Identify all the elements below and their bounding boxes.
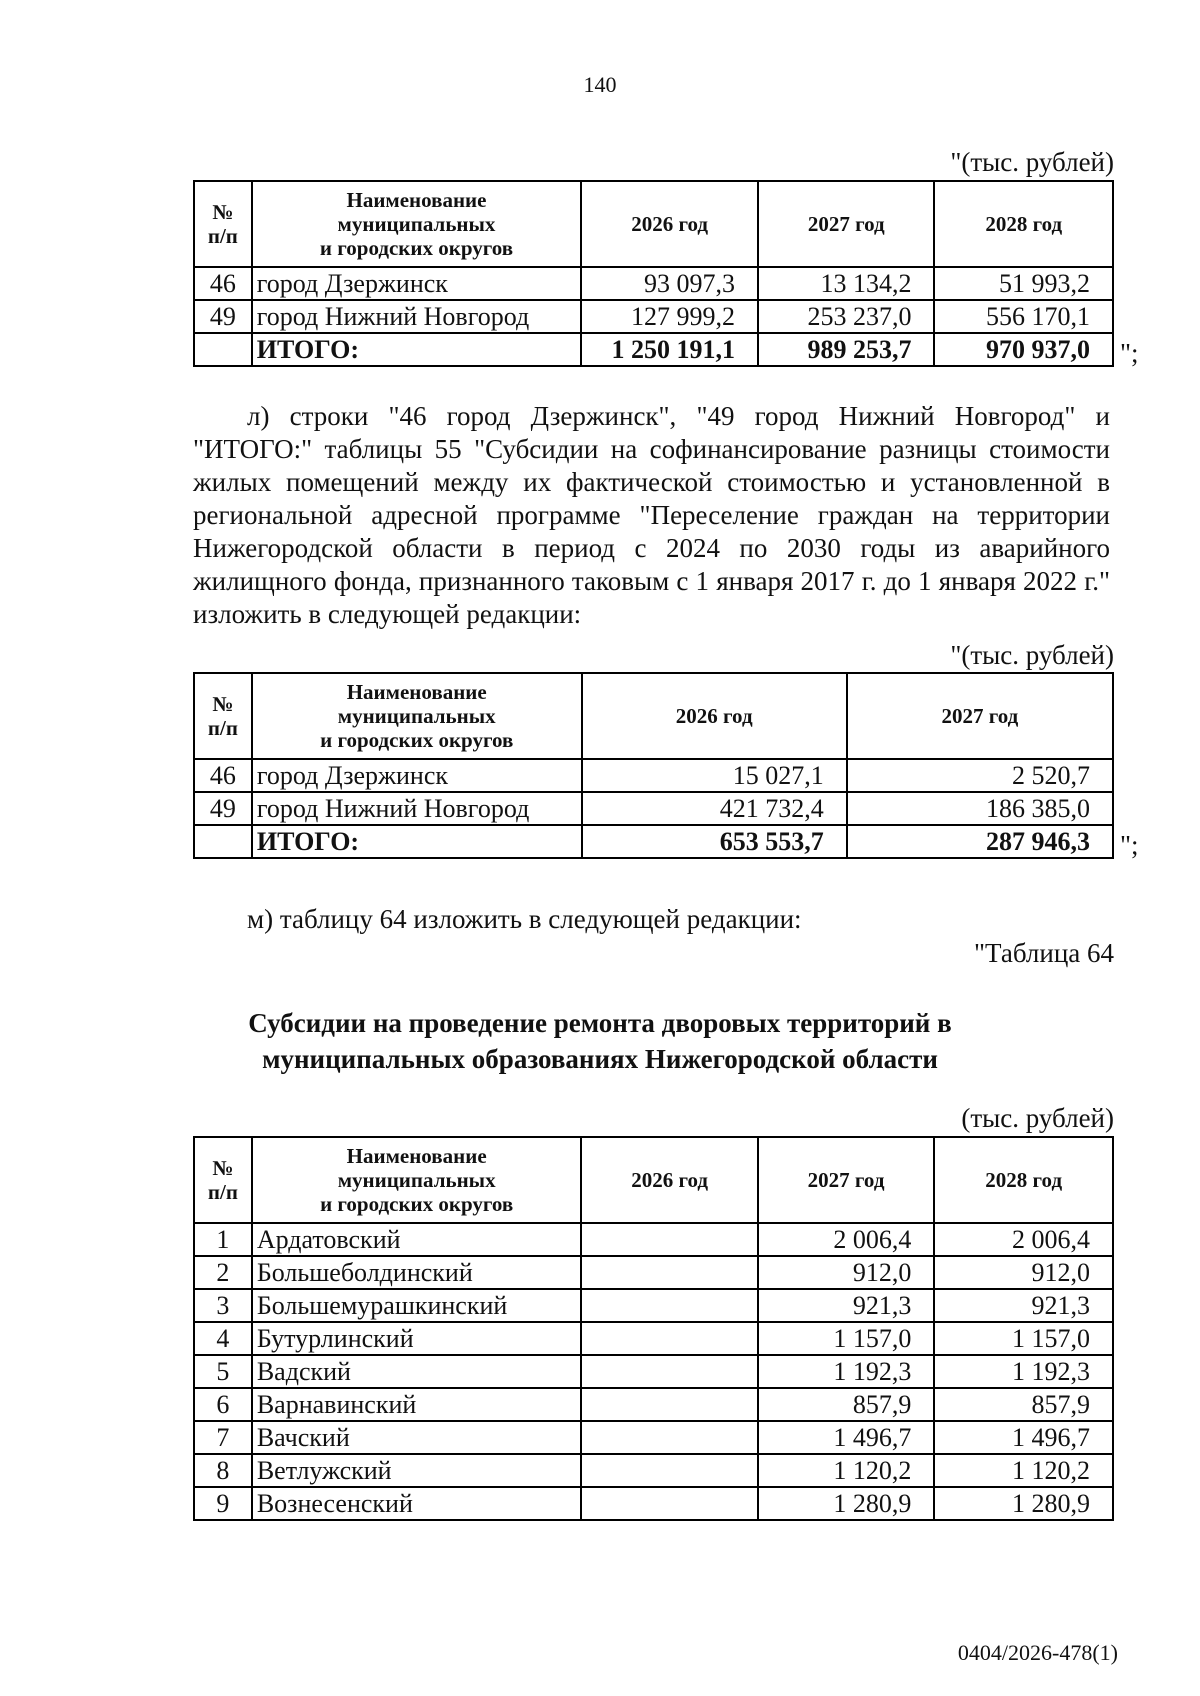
total-label: ИТОГО: [252,333,581,366]
row-2028: 857,9 [934,1388,1113,1421]
row-2028: 1 496,7 [934,1421,1113,1454]
row-2028: 2 006,4 [934,1223,1113,1256]
row-num: 4 [194,1322,252,1355]
total-2027: 989 253,7 [758,333,935,366]
row-2026 [581,1355,757,1388]
table-title [0,1005,1200,1077]
row-2028: 921,3 [934,1289,1113,1322]
header-2028: 2028 год [934,181,1113,267]
total-row [194,333,1113,366]
total-2026: 1 250 191,1 [581,333,758,366]
row-2028: 1 192,3 [934,1355,1113,1388]
row-num: 2 [194,1256,252,1289]
table-b-header [194,673,1113,759]
total-2028: 970 937,0 [934,333,1113,366]
row-2027: 912,0 [758,1256,935,1289]
table-a [193,180,1114,367]
row-name: город Дзержинск [252,267,581,300]
row-num: 46 [194,759,252,792]
header-2028: 2028 год [934,1137,1113,1223]
table-row [194,1322,1113,1355]
row-num: 9 [194,1487,252,1520]
row-2026 [581,1388,757,1421]
row-2026 [581,1454,757,1487]
total-2026: 653 553,7 [582,825,847,858]
document-code: 0404/2026-478(1) [957,1640,1118,1665]
row-num: 3 [194,1289,252,1322]
row-2027: 1 496,7 [758,1421,935,1454]
header-num: № п/п [194,673,252,759]
header-name: Наименование муниципальных и городских округов [252,1137,582,1223]
header-num: № п/п [194,1137,252,1223]
row-2026: 127 999,2 [581,300,758,333]
row-name: Ветлужский [252,1454,582,1487]
table-row [194,1289,1113,1322]
row-num: 46 [194,267,252,300]
table-row [194,1223,1113,1256]
row-2026 [581,1322,757,1355]
row-name: Большеболдинский [252,1256,582,1289]
row-2028: 912,0 [934,1256,1113,1289]
row-2027: 253 237,0 [758,300,935,333]
table-caption: "Таблица 64 [974,938,1114,968]
row-num: 6 [194,1388,252,1421]
row-name: Вачский [252,1421,582,1454]
table-b [193,672,1114,859]
table-row [194,1487,1113,1520]
row-2028: 556 170,1 [934,300,1113,333]
row-2026 [581,1289,757,1322]
row-name: город Дзержинск [252,759,582,792]
total-row [194,825,1113,858]
header-2027: 2027 год [758,181,935,267]
row-name: Ардатовский [252,1223,582,1256]
title-line-1: Субсидии на проведение ремонта дворовых территорий в [248,1008,952,1038]
row-num: 49 [194,300,252,333]
row-2026 [581,1223,757,1256]
row-num: 7 [194,1421,252,1454]
table-c-header [194,1137,1113,1223]
row-2028: 1 157,0 [934,1322,1113,1355]
row-name: Большемурашкинский [252,1289,582,1322]
row-2027: 186 385,0 [847,792,1113,825]
line-m: м) таблицу 64 изложить в следующей редакции: [247,904,802,934]
total-empty [194,333,252,366]
table-row [194,1388,1113,1421]
header-2026: 2026 год [581,1137,757,1223]
row-2027: 1 157,0 [758,1322,935,1355]
row-2026 [581,1421,757,1454]
row-2027: 2 520,7 [847,759,1113,792]
table-row [194,1454,1113,1487]
header-name: Наименование муниципальных и городских округов [252,673,582,759]
table-row [194,1421,1113,1454]
unit-label-b: "(тыс. рублей) [950,640,1114,670]
row-name: город Нижний Новгород [252,300,581,333]
table-row [194,1256,1113,1289]
row-2027: 2 006,4 [758,1223,935,1256]
row-2028: 1 280,9 [934,1487,1113,1520]
row-name: Варнавинский [252,1388,582,1421]
page-number: 140 [583,72,617,97]
row-2027: 857,9 [758,1388,935,1421]
total-label: ИТОГО: [252,825,582,858]
table-row [194,1355,1113,1388]
row-2027: 1 120,2 [758,1454,935,1487]
paragraph-l-text: л) строки "46 город Дзержинск", "49 город Нижний Новгород" и "ИТОГО:" таблицы 55 "Субсидии на софинансирование разницы стоимости жилых помещений между их фактической стоимостью и установленной в региональной адресной программе "Переселение граждан на территории Нижегородской области в период с 2024 по 2030 годы из аварийного жилищного фонда, признанного таковым с 1 января 2017 г. до 1 января 2022 г." изложить в следующей редакции: [193,401,1110,629]
header-2027: 2027 год [758,1137,935,1223]
row-2027: 1 280,9 [758,1487,935,1520]
header-2027: 2027 год [847,673,1113,759]
row-2026: 93 097,3 [581,267,758,300]
closing-quote-b: "; [1120,830,1139,860]
total-empty [194,825,252,858]
header-2026: 2026 год [581,181,758,267]
row-2027: 1 192,3 [758,1355,935,1388]
header-2026: 2026 год [582,673,847,759]
row-name: Вадский [252,1355,582,1388]
row-name: город Нижний Новгород [252,792,582,825]
unit-label-c: (тыс. рублей) [961,1103,1114,1133]
row-2027: 13 134,2 [758,267,935,300]
row-name: Бутурлинский [252,1322,582,1355]
unit-label-a: "(тыс. рублей) [950,147,1114,177]
total-2027: 287 946,3 [847,825,1113,858]
table-row [194,267,1113,300]
closing-quote-a: "; [1120,338,1139,368]
row-2026 [581,1256,757,1289]
header-name: Наименование муниципальных и городских округов [252,181,581,267]
paragraph-l [193,400,1110,631]
row-2028: 1 120,2 [934,1454,1113,1487]
row-2027: 921,3 [758,1289,935,1322]
header-num: № п/п [194,181,252,267]
table-a-header [194,181,1113,267]
title-line-2: муниципальных образованиях Нижегородской области [262,1044,938,1074]
table-row [194,300,1113,333]
table-c-body [194,1223,1113,1520]
row-2026 [581,1487,757,1520]
row-name: Вознесенский [252,1487,582,1520]
row-num: 8 [194,1454,252,1487]
row-2028: 51 993,2 [934,267,1113,300]
table-c [193,1136,1114,1521]
table-row [194,759,1113,792]
row-num: 5 [194,1355,252,1388]
row-num: 1 [194,1223,252,1256]
row-2026: 421 732,4 [582,792,847,825]
row-num: 49 [194,792,252,825]
table-row [194,792,1113,825]
row-2026: 15 027,1 [582,759,847,792]
